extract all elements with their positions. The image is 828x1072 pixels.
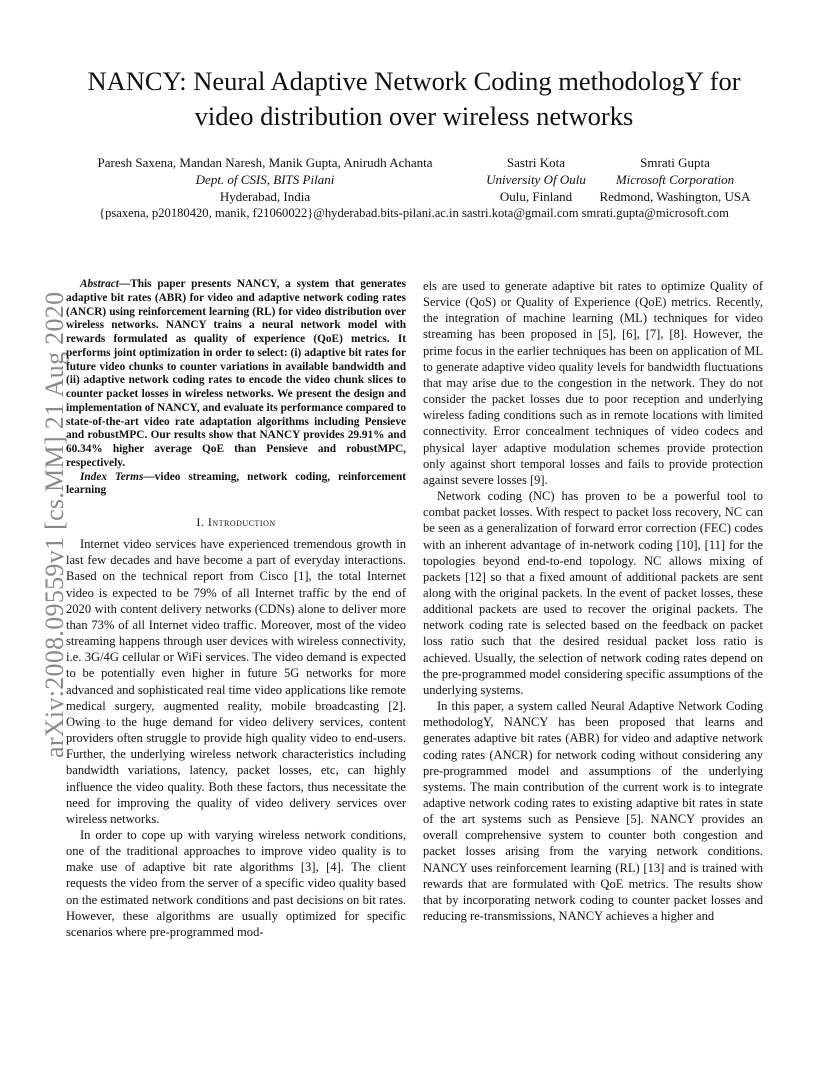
title-line-1: NANCY: Neural Adaptive Network Coding methodologY for <box>87 66 741 96</box>
author-location: Redmond, Washington, USA <box>599 189 751 204</box>
paper-title <box>40 64 788 134</box>
index-terms-label: Index Terms <box>80 470 144 483</box>
author-names: Paresh Saxena, Mandan Naresh, Manik Gupta, Anirudh Achanta <box>97 155 433 170</box>
author-names: Smrati Gupta <box>640 155 710 170</box>
body-paragraph: Network coding (NC) has proven to be a powerful tool to combat packet losses. With respect to packet loss recovery, NC can be seen as a generalization of forward error correction (FEC) codes with an inherent advantage of in-network coding [10], [11] for the topologies beyond end-to-end topology. NC allows mixing of packets [12] so that a fixed amount of additional packets are sent along with the original packets. In the event of packet losses, these additional packets are used to recover the original packets. The network coding rate is selected based on the feedback on packet loss ratio such that the desired residual packet loss ratio is achieved. Usually, the selection of network coding rates depend on the pre-programmed model considering specific assumptions of the underlying systems. <box>423 489 763 697</box>
abstract <box>66 278 406 471</box>
abstract-label: Abstract <box>80 278 119 290</box>
author-names: Sastri Kota <box>506 155 566 170</box>
author-block-1 <box>60 154 470 205</box>
author-affiliation: Microsoft Corporation <box>615 172 735 187</box>
body-paragraph: In this paper, a system called Neural Adaptive Network Coding methodologY, NANCY has been proposed that learns and generates adaptive bit rates (ABR) for video and adaptive network coding rates (ANCR) for network coding without considering any pre-programmed model and assumptions of the underlying systems. The main contribution of the current work is to integrate adaptive network coding rates to existing adaptive bit rates in state of the art systems such as Pensieve [5]. NANCY provides an overall comprehensive system to counter both congestion and packet losses arising from the varying network conditions. NANCY uses reinforcement learning (RL) [13] and is trained with rewards that are formulated with QoE metrics. The results show that by incorporating network coding to counter packet losses and reducing re-transmissions, NANCY achieves a higher and <box>423 699 763 924</box>
body-paragraph: els are used to generate adaptive bit rates to optimize Quality of Service (QoS) or Quality of Experience (QoE) metrics. Recently, the integration of machine learning (ML) techniques for video streaming has been proposed in [5], [6], [7], [8]. However, the prime focus in the earlier techniques has been on application of ML to generate adaptive video quality levels for bandwidth fluctuations that may arise due to the congestion in the network. They do not consider the packet losses due to poor reception and underlying wireless fading conditions such as in remote locations with limited connectivity. Error concealment techniques of video codecs and physical layer adaptive modulation schemes provide protection only against short temporal losses and fails to provide protection against severe losses [9]. <box>423 279 763 487</box>
author-block-3 <box>590 154 760 205</box>
left-column <box>66 278 406 940</box>
author-emails: {psaxena, p20180420, manik, f21060022}@hyderabad.bits-pilani.ac.in sastri.kota@gmail.com smrati.gupta@microsoft.com <box>99 206 729 220</box>
body-paragraph: In order to cope up with varying wireless network conditions, one of the traditional approaches to improve video quality is to make use of adaptive bit rate algorithms [3], [4]. The client requests the video from the server of a specific video quality based on the estimated network conditions and past decisions on bit rates. However, these algorithms are usually optimized for specific scenarios where pre-programmed mod- <box>66 827 406 939</box>
section-heading-introduction <box>66 514 406 530</box>
author-affiliation: University Of Oulu <box>486 172 586 187</box>
author-location: Hyderabad, India <box>219 189 311 204</box>
title-line-2: video distribution over wireless networks <box>194 101 634 131</box>
author-block-2 <box>466 154 606 205</box>
body-paragraph: Internet video services have experienced tremendous growth in last few decades and have become a part of everyday interactions. Based on the technical report from Cisco [1], the total Internet video is expected to be 79% of all Internet traffic by the end of 2020 with content delivery networks (CDNs) alone to deliver more than 73% of all Internet video traffic. Moreover, most of the video streaming happens through user devices with wireless connectivity, i.e. 3G/4G cellular or WiFi services. The video demand is expected to be potentially even higher in future 5G networks for more advanced and sophisticated real time video applications like remote medical surgery, augmented reality, mobile broadcasting [2]. Owing to the huge demand for video delivery services, content providers often struggle to provide high quality video to end-users. Further, the underlying wireless network characteristics including bandwidth variations, latency, packet losses, etc, can highly influence the video quality. Both these factors, thus necessitate the need for improving the quality of video delivery services over wireless networks. <box>66 537 406 826</box>
author-location: Oulu, Finland <box>499 189 573 204</box>
index-terms <box>66 471 406 499</box>
section-title: Introduction <box>207 515 276 529</box>
section-number: I. <box>196 515 208 529</box>
abstract-text: —This paper presents NANCY, a system that generates adaptive bit rates (ABR) for video and adaptive network coding rates (ANCR) using reinforcement learning (RL) for video distribution over wireless networks. NANCY trains a neural network model with rewards formulated as quality of experience (QoE) metrics. It performs joint optimization in order to select: (i) adaptive bit rates for future video chunks to counter variations in available bandwidth and (ii) adaptive network coding rates to encode the video chunk slices to counter packet losses in wireless networks. We present the design and implementation of NANCY, and evaluate its performance compared to state-of-the-art video rate adaptation algorithms including Pensieve and robustMPC. Our results show that NANCY provides 29.91% and 60.34% higher average QoE than Pensieve and robustMPC, respectively. <box>66 278 406 469</box>
right-column <box>423 278 763 924</box>
index-terms-text: —video streaming, network coding, reinforcement learning <box>66 470 406 497</box>
arxiv-identifier: arXiv:2008.09559v1 [cs.MM] 21 Aug 2020 <box>40 291 69 758</box>
author-affiliation: Dept. of CSIS, BITS Pilani <box>195 172 335 187</box>
